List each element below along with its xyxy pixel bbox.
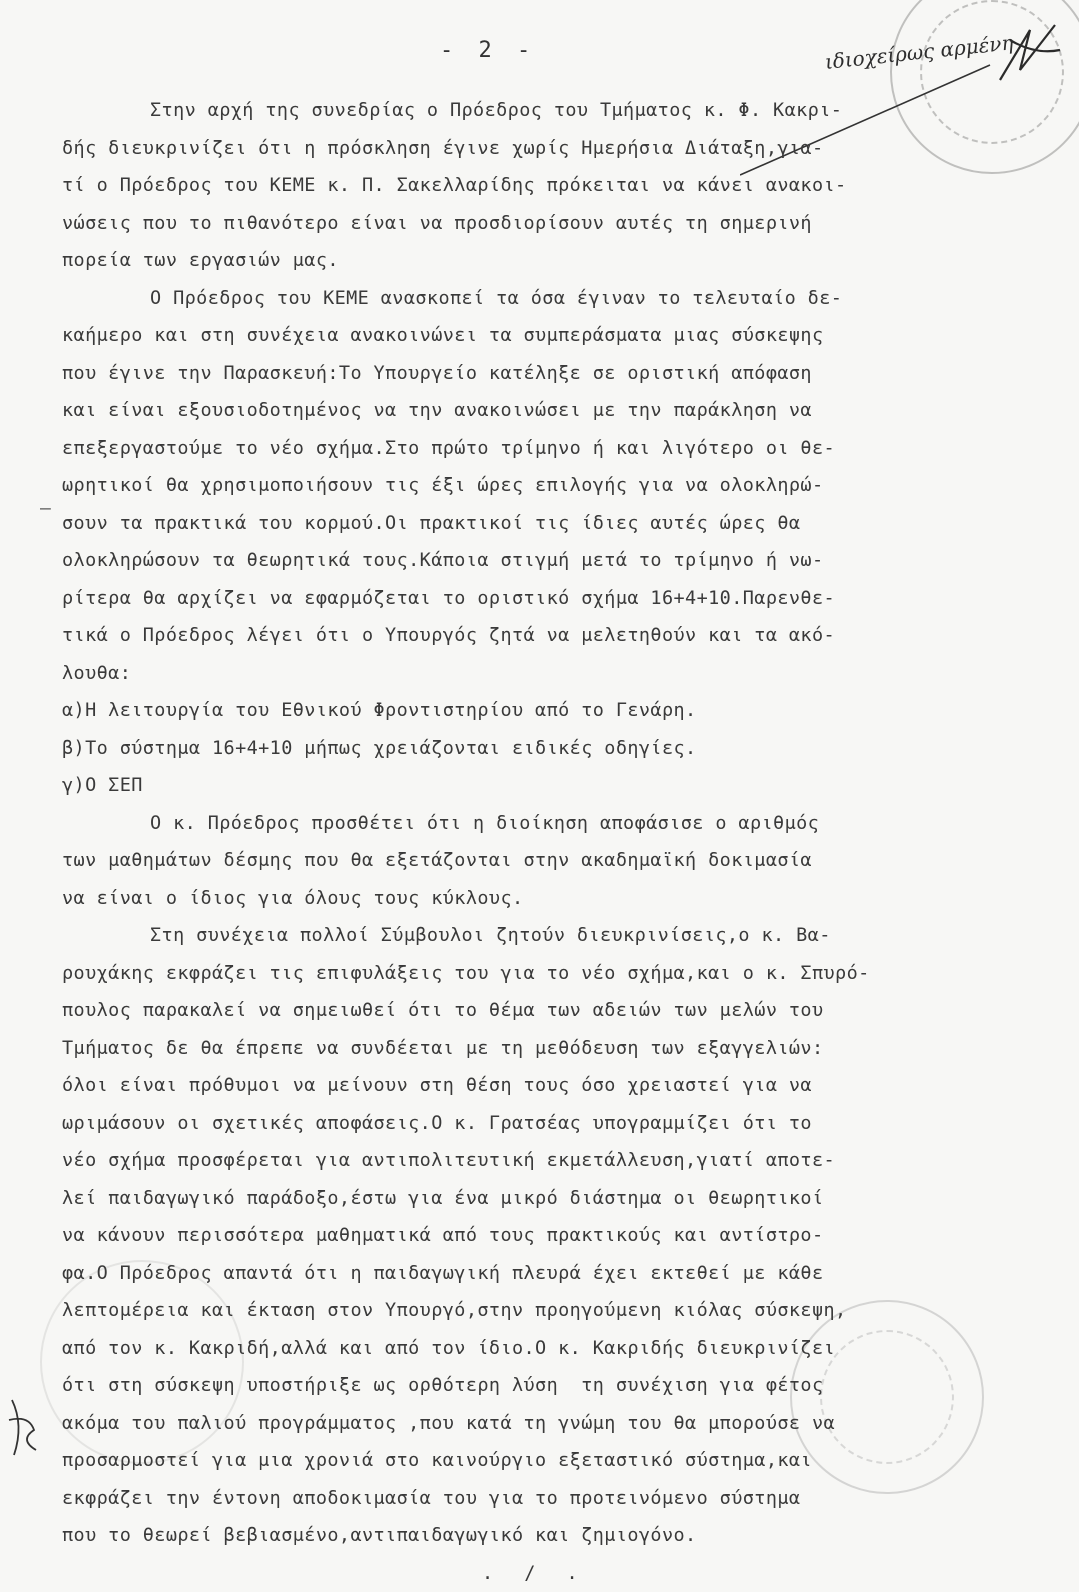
text-line: που έγινε την Παρασκευή:Το Υπουργείο κατέληξε σε οριστική απόφαση: [62, 355, 1062, 393]
text-line: ότι στη σύσκεψη υποστήριξε ως ορθότερη λύση τη συνέχιση για φέτος: [62, 1367, 1062, 1405]
text-line: δής διευκρινίζει ότι η πρόσκληση έγινε χωρίς Ημερήσια Διάταξη,για-: [62, 130, 1062, 168]
text-line: να είναι ο ίδιος για όλους τους κύκλους.: [62, 880, 1062, 918]
text-line: να κάνουν περισσότερα μαθηματικά από τους πρακτικούς και αντίστρο-: [62, 1217, 1062, 1255]
text-line: σουν τα πρακτικά του κορμού.Οι πρακτικοί τις ίδιες αυτές ώρες θα: [62, 505, 1062, 543]
text-line: ωρητικοί θα χρησιμοποιήσουν τις έξι ώρες επιλογής για να ολοκληρώ-: [62, 467, 1062, 505]
page-number: - 2 -: [440, 38, 536, 63]
text-line: ρουχάκης εκφράζει τις επιφυλάξεις του για το νέο σχήμα,και ο κ. Σπυρό-: [62, 955, 1062, 993]
text-line: όλοι είναι πρόθυμοι να μείνουν στη θέση τους όσο χρειαστεί για να: [62, 1067, 1062, 1105]
signature-bottom-left: [4, 1395, 44, 1465]
text-line: Ο κ. Πρόεδρος προσθέτει ότι η διοίκηση αποφάσισε ο αριθμός: [62, 805, 1062, 843]
text-line: ρίτερα θα αρχίζει να εφαρμόζεται το οριστικό σχήμα 16+4+10.Παρενθε-: [62, 580, 1062, 618]
minutes-body: [62, 92, 1062, 1592]
list-item: γ)Ο ΣΕΠ: [62, 767, 1062, 805]
text-line: των μαθημάτων δέσμης που θα εξετάζονται στην ακαδημαϊκή δοκιμασία: [62, 842, 1062, 880]
text-line: Στη συνέχεια πολλοί Σύμβουλοι ζητούν διευκρινίσεις,ο κ. Βα-: [62, 917, 1062, 955]
text-line: νώσεις που το πιθανότερο είναι να προσδιορίσουν αυτές τη σημερινή: [62, 205, 1062, 243]
text-line: πορεία των εργασιών μας.: [62, 242, 1062, 280]
text-line: Στην αρχή της συνεδρίας ο Πρόεδρος του Τμήματος κ. Φ. Κακρι-: [62, 92, 1062, 130]
text-line: καήμερο και στη συνέχεια ανακοινώνει τα συμπεράσματα μιας σύσκεψης: [62, 317, 1062, 355]
margin-mark: –: [40, 498, 51, 519]
text-line: πουλος παρακαλεί να σημειωθεί ότι το θέμα των αδειών των μελών του: [62, 992, 1062, 1030]
text-line: νέο σχήμα προσφέρεται για αντιπολιτευτική εκμετάλλευση,γιατί αποτε-: [62, 1142, 1062, 1180]
text-line: ολοκληρώσουν τα θεωρητικά τους.Κάποια στιγμή μετά το τρίμηνο ή νω-: [62, 542, 1062, 580]
continuation-mark: . / .: [62, 1555, 1062, 1592]
text-line: και είναι εξουσιοδοτημένος να την ανακοινώσει με την παράκληση να: [62, 392, 1062, 430]
text-line: ακόμα του παλιού προγράμματος ,που κατά τη γνώμη του θα μπορούσε να: [62, 1405, 1062, 1443]
text-line: τί ο Πρόεδρος του ΚΕΜΕ κ. Π. Σακελλαρίδης πρόκειται να κάνει ανακοι-: [62, 167, 1062, 205]
list-item: α)Η λειτουργία του Εθνικού Φροντιστηρίου από το Γενάρη.: [62, 692, 1062, 730]
handwritten-note: ιδιοχείρως αρμένη: [824, 30, 1015, 74]
text-line: λεπτομέρεια και έκταση στον Υπουργό,στην προηγούμενη κιόλας σύσκεψη,: [62, 1292, 1062, 1330]
text-line: φα.Ο Πρόεδρος απαντά ότι η παιδαγωγική πλευρά έχει εκτεθεί με κάθε: [62, 1255, 1062, 1293]
text-line: εκφράζει την έντονη αποδοκιμασία του για το προτεινόμενο σύστημα: [62, 1480, 1062, 1518]
list-item: β)Το σύστημα 16+4+10 μήπως χρειάζονται ειδικές οδηγίες.: [62, 730, 1062, 768]
text-line: προσαρμοστεί για μια χρονιά στο καινούργιο εξεταστικό σύστημα,και: [62, 1442, 1062, 1480]
text-line: ωριμάσουν οι σχετικές αποφάσεις.Ο κ. Γρατσέας υπογραμμίζει ότι το: [62, 1105, 1062, 1143]
text-line: λεί παιδαγωγικό παράδοξο,έστω για ένα μικρό διάστημα οι θεωρητικοί: [62, 1180, 1062, 1218]
text-line: από τον κ. Κακριδή,αλλά και από τον ίδιο.Ο κ. Κακριδής διευκρινίζει: [62, 1330, 1062, 1368]
text-line: επεξεργαστούμε το νέο σχήμα.Στο πρώτο τρίμηνο ή και λιγότερο οι θε-: [62, 430, 1062, 468]
text-line: Ο Πρόεδρος του ΚΕΜΕ ανασκοπεί τα όσα έγιναν το τελευταίο δε-: [62, 280, 1062, 318]
text-line: τικά ο Πρόεδρος λέγει ότι ο Υπουργός ζητά να μελετηθούν και τα ακό-: [62, 617, 1062, 655]
text-line: λουθα:: [62, 655, 1062, 693]
text-line: που το θεωρεί βεβιασμένο,αντιπαιδαγωγικό και ζημιογόνο.: [62, 1517, 1062, 1555]
text-line: Τμήματος δε θα έπρεπε να συνδέεται με τη μεθόδευση των εξαγγελιών:: [62, 1030, 1062, 1068]
